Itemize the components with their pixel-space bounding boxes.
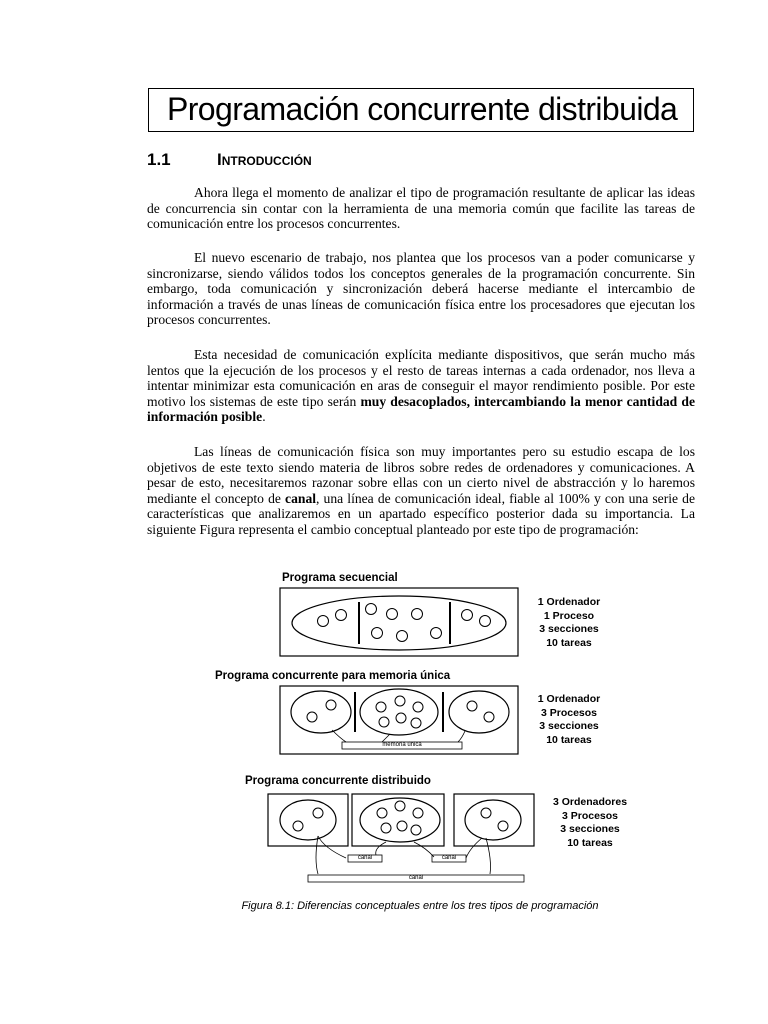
chapter-title-box xyxy=(148,88,694,132)
figure-diagram xyxy=(200,570,640,890)
diagram-1-stat: 1 Proceso xyxy=(543,609,595,622)
diagram-1-stat: 10 tareas xyxy=(546,636,592,649)
diagram-3-stat: 10 tareas xyxy=(567,836,613,849)
paragraph-3 xyxy=(147,347,695,425)
paragraph-4-emphasis: canal xyxy=(285,490,317,506)
diagram-3-stats xyxy=(544,796,636,850)
paragraph-4-text: Las líneas de comunicación física son muy importantes pero su estudio escapa de los objetivos de este texto siendo materia de libros sobre redes de ordenadores y comunicaciones. A pesar de esto, necesitaremos razonar sobre ellas con un cierto nivel de abstracción y lo haremos mediante el concepto de xyxy=(147,444,695,506)
paragraph-4 xyxy=(147,444,695,538)
channel-label: canal xyxy=(441,854,457,861)
paragraph-3-emphasis: muy desacoplados, intercambiando la menor cantidad de información posible xyxy=(147,393,696,425)
distributed-program-diagram xyxy=(268,794,534,882)
diagram-2-stat: 3 secciones xyxy=(539,720,599,732)
paragraph-1: Ahora llega el momento de analizar el tipo de programación resultante de aplicar las ideas de concurrencia sin contar con la herramienta de una memoria común que facilite las tareas de comunicación entre los procesos concurrentes. xyxy=(147,185,695,232)
channel-label: canal xyxy=(408,874,424,881)
paragraph-4-text-end: , una línea de comunicación ideal, fiable al 100% y con una serie de características que analizaremos en un apartado específico posterior dada su importancia. La siguiente Figura representa el cambio conceptual planteado por este tipo de programación: xyxy=(147,490,696,537)
diagram-1-stat: 3 secciones xyxy=(539,623,599,635)
sequential-program-diagram xyxy=(280,588,518,656)
diagram-1-stats xyxy=(528,596,610,650)
diagram-2-stats xyxy=(528,693,610,747)
diagram-1-stat: 1 Ordenador xyxy=(537,596,601,608)
diagram-2-stat: 10 tareas xyxy=(546,733,592,746)
memory-label: memoria única xyxy=(382,741,422,748)
diagram-2-title: Programa concurrente para memoria única xyxy=(215,670,451,682)
section-title: Introducción xyxy=(217,150,312,169)
diagram-2-stat: 3 Procesos xyxy=(540,706,598,719)
section-number: 1.1 xyxy=(147,150,171,169)
diagram-3-stat: 3 Ordenadores xyxy=(552,796,628,808)
diagram-1-title: Programa secuencial xyxy=(282,572,398,584)
paragraph-3-text: Esta necesidad de comunicación explícita mediante dispositivos, que serán mucho más lentos que la ejecución de los procesos y el resto de tareas internas a cada ordenador, nos lleva a intentar minimizar esta comunicación en aras de conseguir el mayor rendimiento posible. Por este motivo los sistemas de este tipo serán xyxy=(147,347,695,409)
diagram-3-stat: 3 secciones xyxy=(560,823,620,835)
paragraph-2: El nuevo escenario de trabajo, nos plantea que los procesos van a poder comunicarse y sincronizarse, siendo válidos todos los conceptos generales de la programación concurrente. Sin embargo, toda comunicación y sincronización deberá hacerse mediante el intercambio de información a través de unas líneas de comunicación física entre los procesadores que ejecutan los procesos concurrentes. xyxy=(147,250,695,328)
channel-label: canal xyxy=(357,854,373,861)
chapter-title: Programación concurrente distribuida xyxy=(167,91,678,127)
diagram-3-stat: 3 Procesos xyxy=(561,809,619,822)
paragraph-3-end: . xyxy=(262,409,266,425)
figure-caption: Figura 8.1: Diferencias conceptuales entre los tres tipos de programación xyxy=(241,900,599,912)
diagram-3-title: Programa concurrente distribuido xyxy=(245,775,431,787)
diagram-2-stat: 1 Ordenador xyxy=(537,693,601,705)
